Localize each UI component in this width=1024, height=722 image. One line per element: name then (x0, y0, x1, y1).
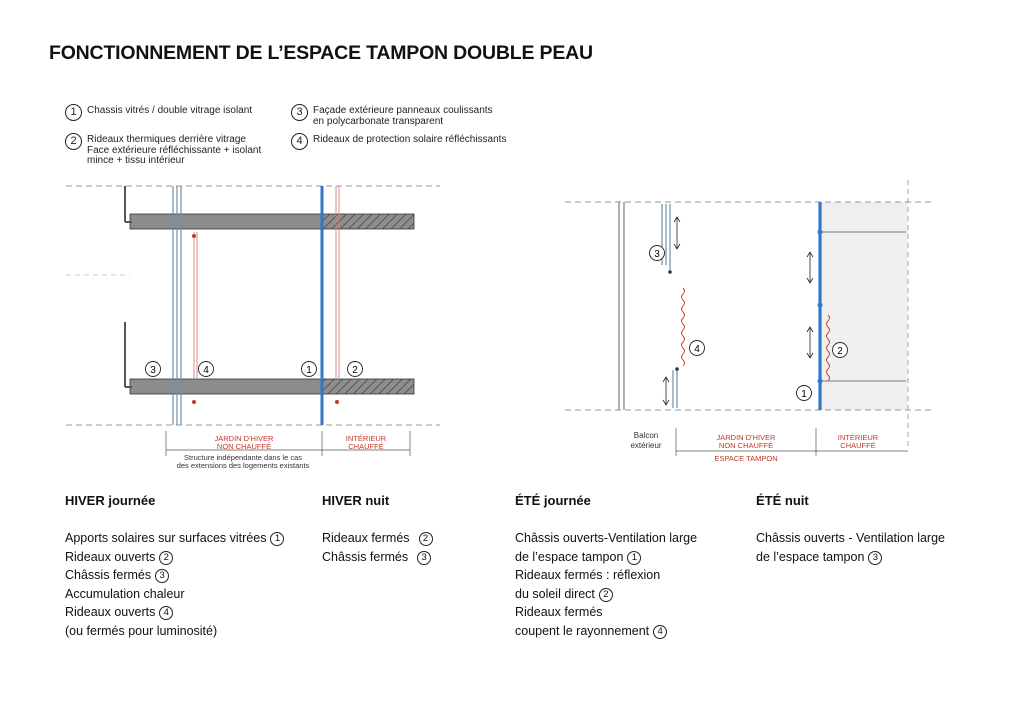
marker-4-icon (690, 341, 705, 356)
list-item: Rideaux ouverts 4 (65, 603, 284, 622)
legend-text: Chassis vitrés / double vitrage isolant (87, 105, 253, 116)
ref-3-icon: 3 (868, 551, 882, 565)
page-title: FONCTIONNEMENT DE L’ESPACE TAMPON DOUBLE PEAU (49, 42, 593, 64)
ref-4-icon: 4 (159, 606, 173, 620)
svg-text:4: 4 (203, 365, 209, 376)
list-item: coupent le rayonnement 4 (515, 622, 697, 641)
marker-2-icon: 2 (65, 133, 82, 150)
espace-tampon-label: ESPACE TAMPON (714, 454, 778, 463)
ref-1-icon: 1 (627, 551, 641, 565)
heading-hiver-journee: HIVER journée (65, 493, 156, 508)
svg-text:3: 3 (654, 249, 660, 260)
marker-2-icon (833, 343, 848, 358)
list-item: Apports solaires sur surfaces vitrées 1 (65, 529, 284, 548)
list-item: Châssis fermés 3 (322, 548, 433, 567)
list-item: Rideaux fermés 2 (322, 529, 433, 548)
list-item: Rideaux fermés : réflexion (515, 568, 661, 583)
right-section-diagram (565, 180, 935, 463)
ref-2-icon: 2 (419, 532, 433, 546)
marker-3-icon (146, 362, 161, 377)
heading-ete-nuit: ÉTÉ nuit (756, 493, 809, 508)
marker-1-icon (797, 386, 812, 401)
balcon-label: extérieur (630, 441, 662, 450)
list-item: Rideaux fermés (515, 605, 603, 620)
heading-hiver-nuit: HIVER nuit (322, 493, 390, 508)
ref-2-icon: 2 (159, 551, 173, 565)
ref-3-icon: 3 (155, 569, 169, 583)
heading-ete-journee: ÉTÉ journée (515, 493, 591, 508)
marker-1-icon: 1 (65, 104, 82, 121)
structure-note: des extensions des logements existants (176, 461, 310, 470)
legend-line: mince + tissu intérieur (87, 155, 185, 166)
svg-text:1: 1 (801, 389, 807, 400)
marker-1-icon (302, 362, 317, 377)
ref-3-icon: 3 (417, 551, 431, 565)
list-item: Rideaux ouverts 2 (65, 548, 284, 567)
zone-label-interieur: CHAUFFÉ (348, 442, 384, 451)
legend-line: Façade extérieure panneaux coulissants (313, 105, 493, 116)
list-item: (ou fermés pour luminosité) (65, 623, 218, 638)
zone-label-jardin: JARDIN D'HIVER (214, 434, 274, 443)
list-item: Châssis ouverts - Ventilation large (756, 531, 945, 545)
svg-text:2: 2 (837, 346, 843, 357)
svg-text:1: 1 (306, 365, 312, 376)
column-hiver-nuit (322, 529, 433, 566)
marker-4-icon: 4 (291, 133, 308, 150)
legend-line: en polycarbonate transparent (313, 115, 444, 127)
list-item: Châssis ouverts-Ventilation large (515, 531, 698, 545)
zone-label-jardin: NON CHAUFFÉ (216, 442, 272, 451)
legend-line: Face extérieure réfléchissante + isolant (87, 144, 262, 156)
svg-text:4: 4 (694, 344, 700, 355)
legend-text: Rideaux de protection solaire réfléchissants (313, 134, 507, 145)
balcon-label: Balcon (633, 431, 659, 440)
list-item: de l’espace tampon 3 (756, 548, 945, 567)
marker-3-icon: 3 (291, 104, 308, 121)
structure-note: Structure indépendante dans le cas (184, 453, 302, 462)
list-item: de l’espace tampon 1 (515, 548, 697, 567)
list-item: Châssis fermés 3 (65, 566, 284, 585)
ref-2-icon: 2 (599, 588, 613, 602)
left-section-diagram (66, 186, 440, 470)
zone-label-jardin: JARDIN D'HIVER (716, 433, 776, 442)
column-ete-nuit (756, 529, 945, 566)
column-ete-journee (515, 529, 697, 641)
legend-line: Rideaux thermiques derrière vitrage (87, 134, 246, 145)
svg-text:2: 2 (352, 365, 358, 376)
marker-3-icon (650, 246, 665, 261)
list-item: Accumulation chaleur (65, 586, 185, 601)
list-item: du soleil direct 2 (515, 585, 697, 604)
zone-label-jardin: NON CHAUFFÉ (718, 441, 774, 450)
ref-4-icon: 4 (653, 625, 667, 639)
column-hiver-journee (65, 529, 284, 641)
zone-label-interieur: CHAUFFÉ (840, 441, 876, 450)
zone-label-interieur: INTÉRIEUR (837, 433, 879, 442)
ref-1-icon: 1 (270, 532, 284, 546)
svg-text:3: 3 (150, 365, 156, 376)
zone-label-interieur: INTÉRIEUR (345, 434, 387, 443)
marker-2-icon (348, 362, 363, 377)
marker-4-icon (199, 362, 214, 377)
